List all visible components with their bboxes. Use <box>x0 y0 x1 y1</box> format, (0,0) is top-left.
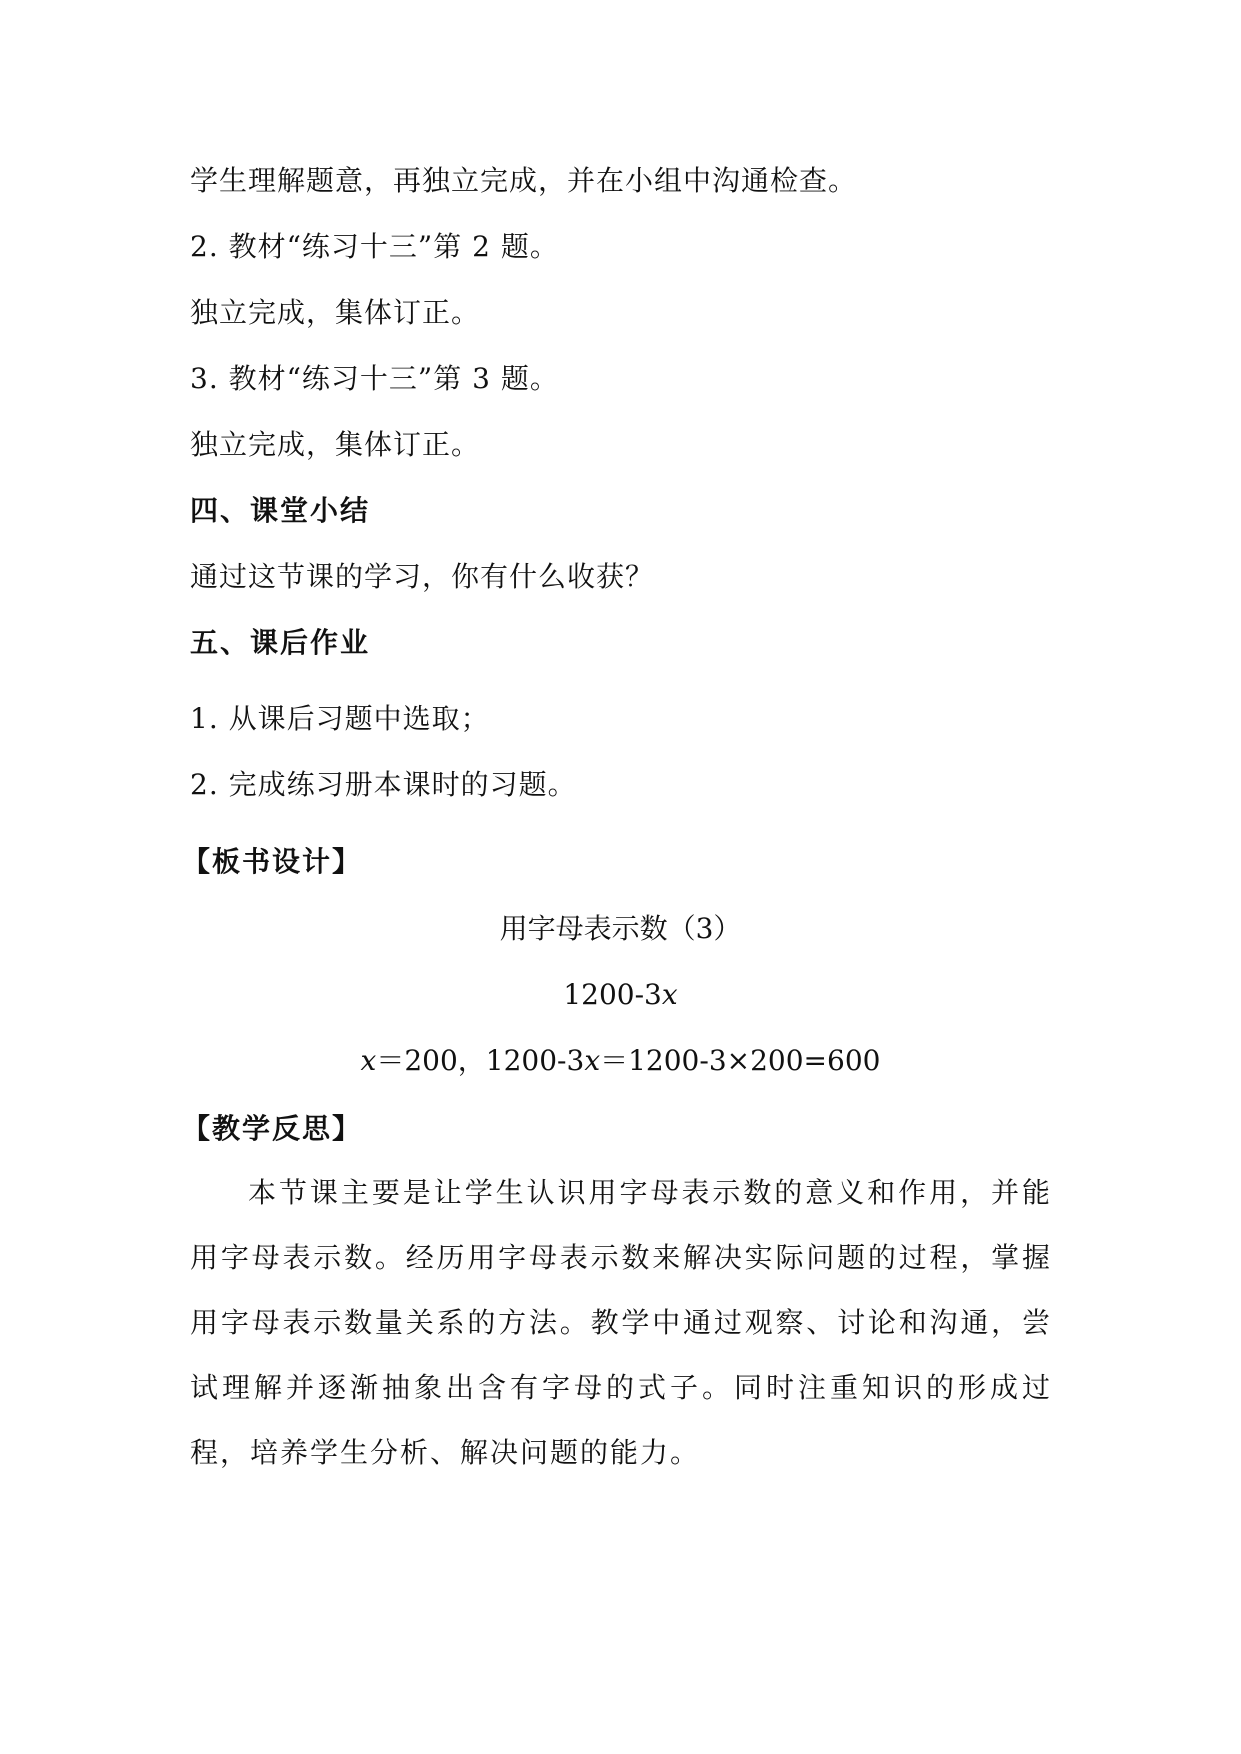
board-equation-variable-2: x <box>584 1044 601 1077</box>
board-heading: 【板书设计】 <box>182 845 363 878</box>
board-expression-number: 1200-3 <box>563 978 662 1011</box>
homework-heading: 五、课后作业 <box>190 626 371 659</box>
practice-item-3: 3. 教材“练习十三”第 3 题。 <box>190 362 559 395</box>
board-title: 用字母表示数（3） <box>499 912 742 945</box>
summary-heading: 四、课堂小结 <box>190 494 371 527</box>
practice-item-3-note: 独立完成，集体订正。 <box>190 428 481 461</box>
homework-item-2: 2. 完成练习册本课时的习题。 <box>190 768 577 801</box>
board-expression-variable: x <box>661 978 678 1011</box>
board-equation-variable-1: x <box>360 1044 377 1077</box>
practice-item-2-note: 独立完成，集体订正。 <box>190 296 481 329</box>
board-equation-part-1: ＝200，1200-3 <box>376 1044 585 1077</box>
homework-item-1: 1. 从课后习题中选取； <box>190 702 490 735</box>
reflection-heading: 【教学反思】 <box>182 1112 363 1145</box>
practice-line-1: 学生理解题意，再独立完成，并在小组中沟通检查。 <box>190 164 858 197</box>
board-equation <box>0 1041 1241 1081</box>
reflection-paragraph: 本节课主要是让学生认识用字母表示数的意义和作用，并能用字母表示数。经历用字母表示数来解决实际问题的过程，掌握用字母表示数量关系的方法。教学中通过观察、讨论和沟通，尝试理解并逐渐抽象出含有字母的式子。同时注重知识的形成过程，培养学生分析、解决问题的能力。 <box>190 1176 1052 1469</box>
board-expression <box>0 975 1241 1015</box>
practice-item-2: 2. 教材“练习十三”第 2 题。 <box>190 230 559 263</box>
board-equation-part-2: ＝1200-3×200=600 <box>600 1044 881 1077</box>
summary-text: 通过这节课的学习，你有什么收获？ <box>190 560 655 593</box>
